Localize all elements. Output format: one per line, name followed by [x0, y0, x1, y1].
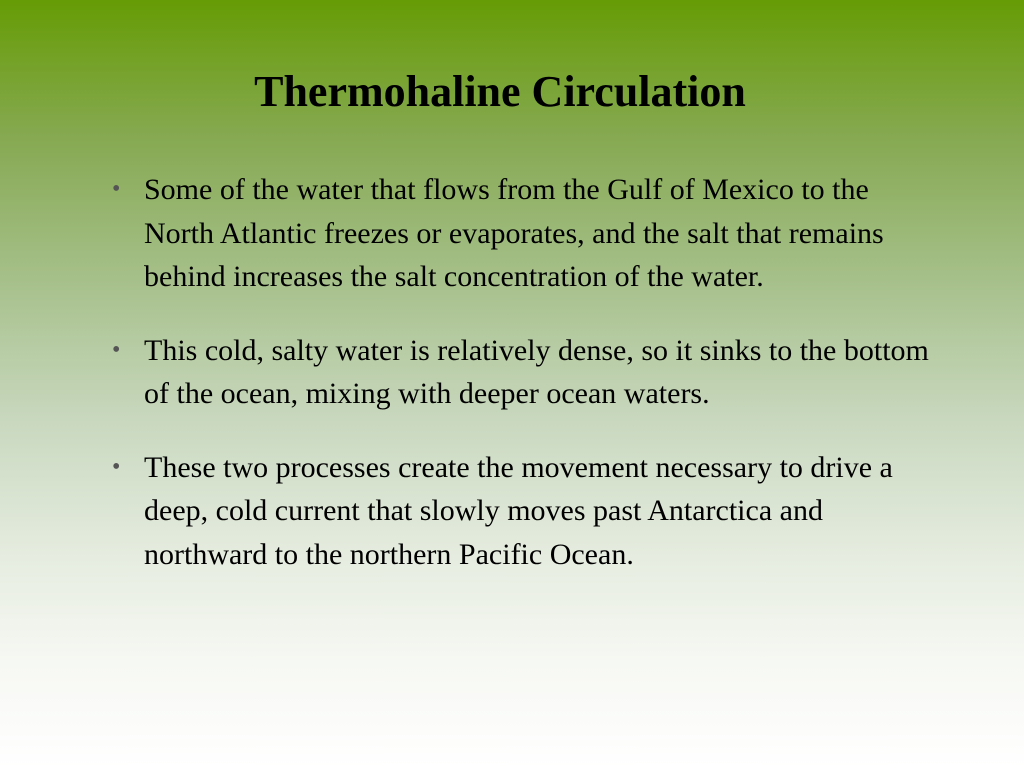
- bullet-item: [112, 446, 942, 577]
- bullet-marker: •: [112, 176, 121, 202]
- slide-title: Thermohaline Circulation: [254, 67, 746, 116]
- bullet-item: [112, 329, 942, 416]
- bullet-item: [112, 168, 942, 299]
- bullet-text: Some of the water that flows from the Gulf of Mexico to the North Atlantic freezes or evaporates, and the salt that remains behind increases the salt concentration of the water.: [144, 173, 884, 293]
- bullet-text: This cold, salty water is relatively dense, so it sinks to the bottom of the ocean, mixing with deeper ocean waters.: [144, 333, 929, 410]
- bullet-marker: •: [112, 453, 121, 480]
- bullet-text: These two processes create the movement necessary to drive a deep, cold current that slowly moves past Antarctica and northward to the northern Pacific Ocean.: [144, 450, 893, 571]
- bullet-marker: •: [112, 336, 121, 363]
- bullet-list: [112, 168, 942, 606]
